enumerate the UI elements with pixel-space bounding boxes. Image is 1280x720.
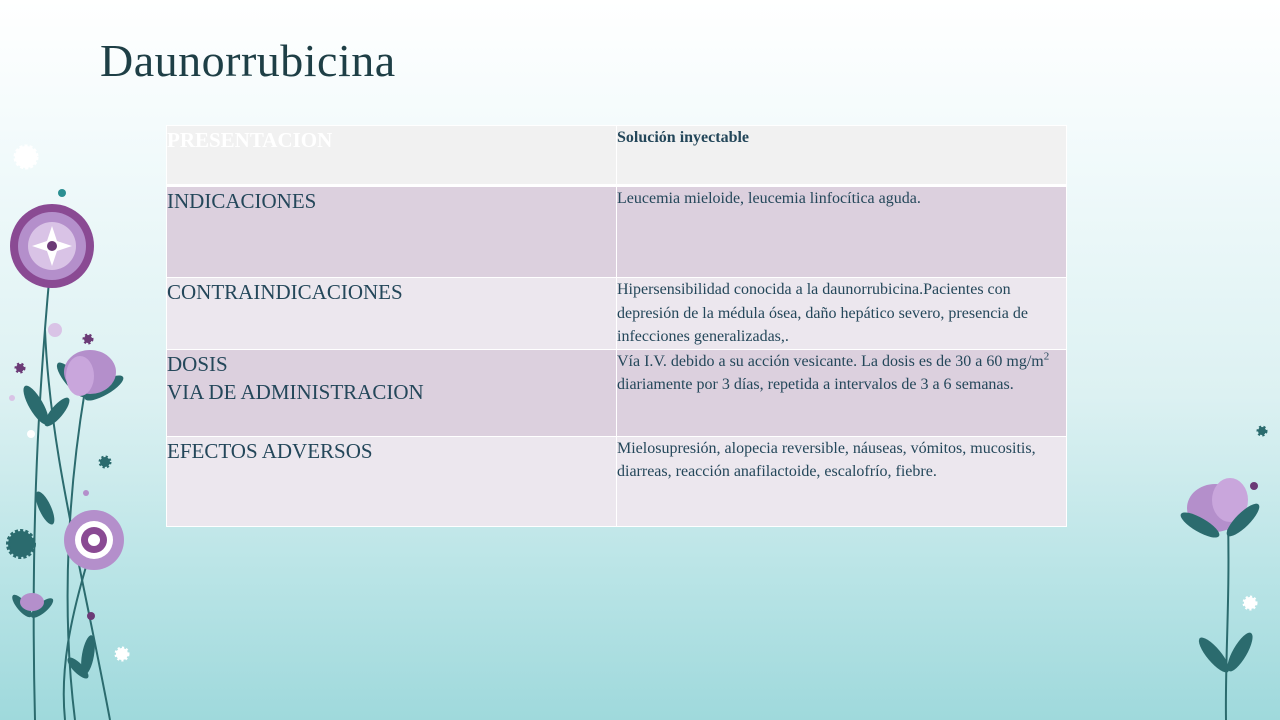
left-stems	[34, 270, 110, 720]
row-label: EFECTOS ADVERSOS	[167, 436, 617, 526]
row-label: INDICACIONES	[167, 186, 617, 278]
flower-icon	[20, 593, 44, 611]
row-label: PRESENTACION	[167, 126, 617, 186]
row-label	[167, 349, 617, 436]
table-row	[167, 436, 1067, 526]
flower-icon	[10, 204, 94, 288]
table-row	[167, 278, 1067, 350]
drug-info-table	[166, 125, 1067, 527]
flower-icon	[64, 510, 124, 570]
slide-title: Daunorrubicina	[100, 35, 396, 86]
row-label-line: VIA DE ADMINISTRACION	[167, 379, 424, 404]
value-text: diariamente por 3 días, repetida a intervalos de 3 a 6 semanas.	[617, 376, 1014, 393]
row-value	[617, 349, 1067, 436]
value-superscript: 2	[1043, 350, 1050, 363]
row-value: Hipersensibilidad conocida a la daunorrubicina.Pacientes con depresión de la médula ósea, daño hepático severo, presencia de infecciones generalizadas,.	[617, 278, 1067, 350]
row-value: Mielosupresión, alopecia reversible, náuseas, vómitos, mucositis, diarreas, reacción anafilactoide, escalofrío, fiebre.	[617, 436, 1067, 526]
table-row	[167, 126, 1067, 186]
table-row	[167, 186, 1067, 278]
row-label: CONTRAINDICACIONES	[167, 278, 617, 350]
row-value: Leucemia mieloide, leucemia linfocítica aguda.	[617, 186, 1067, 278]
value-text: Vía I.V. debido a su acción vesicante. La dosis es de 30 a 60 mg/m	[617, 352, 1044, 370]
row-label-line: DOSIS	[167, 351, 228, 376]
table-row	[167, 349, 1067, 436]
row-value: Solución inyectable	[617, 126, 1067, 186]
